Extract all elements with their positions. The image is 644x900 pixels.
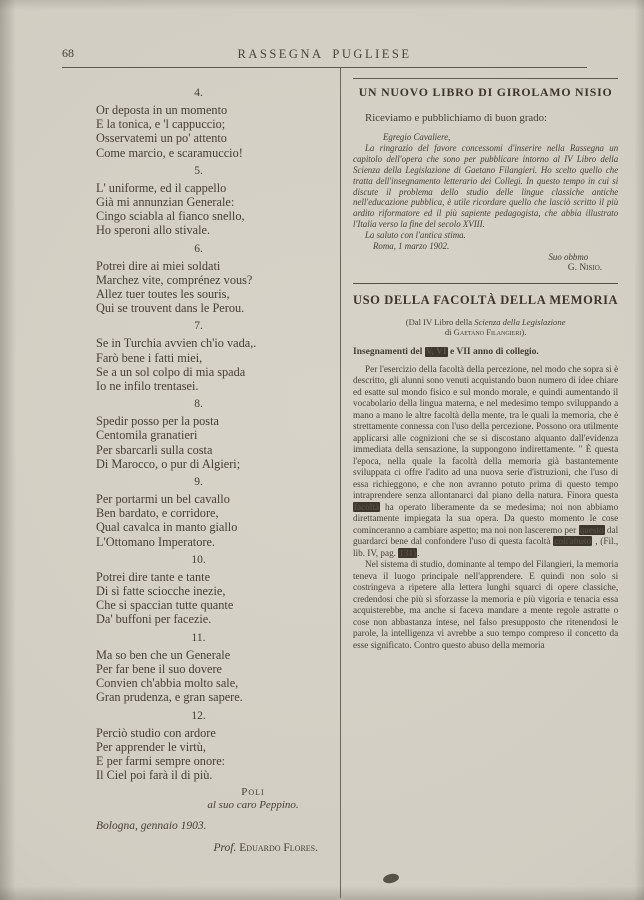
letter-closing: La saluto con l'antica stima.: [365, 230, 466, 241]
verse-line: Che si spaccian tutte quante: [96, 598, 234, 613]
verse-line: Marchez vite, comprénez vous?: [96, 272, 253, 287]
text-segment: ha operato liberamente da se medesima; noi non abbiamo direttamente impiegata la sua opera. Da questo momento le cose cominceranno a cambiare aspetto; ma noi non lasceremo per: [353, 501, 619, 535]
stanza-number: 10.: [191, 553, 206, 566]
verse-line: Ben bardato, e corridore,: [96, 506, 219, 521]
letter-salutation: Egregio Cavaliere,: [383, 132, 451, 142]
articles-column: [340, 68, 619, 898]
text-segment: 131): [399, 547, 417, 558]
page-header: [62, 0, 587, 68]
poem-dedication: [178, 786, 328, 812]
journal-title: RASSEGNA PUGLIESE: [237, 47, 412, 61]
poem-stanza: [96, 475, 332, 549]
verse-line: Di sì fatte sciocche inezie,: [96, 584, 226, 599]
poem-stanza: [96, 319, 332, 393]
article-source-line-2: [353, 327, 618, 338]
text-segment: dal guardarci bene dal confondere l'uso di questa facoltà: [353, 524, 619, 547]
article-paragraph-1: [353, 364, 618, 560]
stanza-number: 8.: [194, 398, 203, 411]
poem-signature: [96, 842, 332, 854]
stanza-number: 12.: [191, 709, 206, 722]
poem-stanza: [96, 553, 332, 627]
verse-line: Per far bene il suo dovere: [96, 661, 222, 676]
text-segment: Insegnamenti del: [353, 346, 425, 357]
verse-line: Il Ciel poi farà il di più.: [96, 768, 213, 783]
poem-stanza: [96, 397, 332, 471]
text-segment: (Dal IV Libro della: [405, 316, 475, 327]
text-segment: di: [444, 327, 454, 338]
poem-column: [62, 68, 340, 898]
verse-line: Convien ch'abbia molto sale,: [96, 676, 239, 691]
section-divider-rule: [353, 283, 618, 284]
verse-line: Spedir posso per la posta: [96, 414, 219, 429]
poem-stanza: [96, 86, 332, 160]
verse-line: Già mi annunzian Generale:: [96, 195, 235, 210]
letter-block: [353, 132, 618, 274]
stanza-number: 7.: [194, 320, 203, 333]
verse-line: Potrei dire ai miei soldati: [96, 258, 221, 273]
poem-place-date: Bologna, gennaio 1903.: [96, 820, 207, 833]
article-paragraph-2: Nel sistema di studio, dominante al tempo del Filangieri, la memoria teneva il luogo principale nell'apprendere. E quindi non solo si costringeva a ripetere alla lettera lunghi squarci di opere classiche, credendosi che più si sforzasse la memoria e più vigoria e tenacia essa acquisterebbe, ma anche si faceva mandare a mente regole astratte o cose non abbastanza intese, nel falso presupposto che ritenendosi le parole, la intelligenza vi avrebbe a suo tempo compreso il concetto da esse significato. Contro questo abuso della memoria: [353, 559, 619, 650]
verse-line: Farò bene i fatti miei,: [96, 350, 203, 365]
verse-line: Or deposta in un momento: [96, 103, 228, 117]
two-column-body: [62, 68, 619, 898]
article-section-heading: [353, 347, 618, 357]
poem-stanza: [96, 242, 332, 316]
verse-line: L' uniforme, ed il cappello: [96, 180, 227, 195]
verse-line: Se in Turchia avvien ch'io vada,.: [96, 336, 257, 351]
verse-line: Per portarmi un bel cavallo: [96, 492, 230, 507]
verse-line: Come marcio, e scaramuccio!: [96, 145, 243, 160]
page-number: 68: [62, 46, 74, 60]
verse-line: Per sbarcarli sulla costa: [96, 442, 213, 457]
letter-body: La ringrazio del favore concessomi d'inserire nella Rassegna un capitolo dell'opera che sono per pubblicare intorno al IV Libro della Scienza della Legislazione di Gaetano Filangieri. Ho scelto quello che tratta dell'insegnamento letterario dei Collegi. In questo tempo in cui si discute il problema dello studio delle lingue classiche antiche nell'educazione pubblica, è utile ricordare quello che lasciò scritto il più ardito riformatore ed il più sapiente pedagogista, che abbia illustrato l'Italia verso la fine del secolo XVIII.: [353, 142, 619, 230]
poem-dedication-name: Poli: [241, 786, 265, 799]
poem-dedication-line: al suo caro Peppino.: [207, 799, 299, 812]
verse-line: Centomila granatieri: [96, 428, 198, 443]
article-title-nisio: UN NUOVO LIBRO DI GIROLAMO NISIO: [358, 85, 613, 99]
text-segment: Scienza della Legislazione: [474, 316, 566, 327]
text-segment: Prof.: [213, 842, 240, 855]
verse-line: Da' buffoni per facezie.: [96, 612, 212, 627]
verse-line: Potrei dire tante e tante: [96, 569, 211, 584]
stanza-number: 6.: [194, 242, 203, 255]
letter-intro: Riceviamo e pubblichiamo di buon grado:: [365, 112, 548, 124]
text-segment: questo: [579, 524, 604, 535]
letter-signature-title: Suo obbmo: [548, 251, 589, 262]
stanza-number: 9.: [194, 476, 203, 489]
verse-line: Osservatemi un po' attento: [96, 131, 227, 146]
text-segment: facoltà: [354, 501, 379, 512]
verse-line: Cingo sciabla al fianco snello,: [96, 209, 245, 224]
verse-line: Ma so ben che un Generale: [96, 647, 231, 662]
letter-signature-name: G. Nisio.: [567, 262, 603, 273]
text-segment: .: [417, 547, 420, 558]
verse-line: Qui se trouvent dans le Perou.: [96, 301, 245, 316]
poem-stanzas: [96, 86, 332, 782]
text-segment: coll'abuso: [554, 536, 592, 547]
verse-line: Perciò studio con ardore: [96, 725, 216, 740]
stanza-number: 4.: [194, 87, 203, 99]
text-segment: e VII anno di collegio.: [447, 346, 539, 357]
column-top-rule: [353, 78, 618, 79]
verse-line: Di Marocco, o pur di Algieri;: [96, 456, 241, 471]
verse-line: Se a un sol colpo di mia spada: [96, 364, 246, 379]
text-segment: Per l'esercizio della facoltà della percezione, nel modo che sopra si è descritto, gli alunni sono venuti acquistando buon numero di idee chiare ed esatte sul mondo fisico e sul mondo morale, e quindi aumentando il vocabolario della lingua materna, e nel medesimo tempo sviluppando a mano a mano le altre facoltà della mente, tra le quali la memoria, che è strettamente connessa con l'uso della percezione. Possono ora utilmente applicarsi alle cognizioni che se si discostano alquanto dall'evidenza immediata della sensazione, la suppongono indirettamente. " È questa l'epoca, nella quale la facoltà della memoria già bastantemente sviluppata ci offre l'adito ad una nuova serie d'istruzioni, che l'uso di essa richieggono, e che non avranno potuto prima di questo tempo intraprendere senza allontanarci dal piano della natura. Finora questa: [353, 363, 619, 501]
text-segment: , (Fil., lib. IV, pag.: [353, 536, 619, 558]
stanza-number: 11.: [191, 631, 206, 644]
letter-dateline: Roma, 1 marzo 1902.: [373, 241, 450, 252]
poem-stanza: [96, 709, 332, 783]
article-source-line-1: [353, 317, 618, 328]
verse-line: Gran prudenza, e gran sapere.: [96, 690, 243, 705]
verse-line: Io ne infilo trentasei.: [96, 379, 199, 394]
text-segment: Eduardo Flores.: [239, 842, 318, 855]
poem-stanza: [96, 164, 332, 238]
verse-line: Ho speroni allo stivale.: [96, 223, 211, 238]
verse-line: Allez tuer toutes les souris,: [96, 287, 230, 302]
verse-line: E la tonica, e 'l cappuccio;: [96, 117, 226, 132]
article-title-memoria: USO DELLA FACOLTÀ DELLA MEMORIA: [353, 292, 619, 307]
verse-line: Qual cavalca in manto giallo: [96, 520, 238, 535]
text-segment: Gaetano Filangieri: [453, 327, 522, 338]
stanza-number: 5.: [194, 164, 203, 177]
poem-stanza: [96, 631, 332, 705]
verse-line: L'Ottomano Imperatore.: [96, 534, 215, 549]
text-segment: V, VI: [425, 346, 447, 357]
verse-line: E per farmi sempre onore:: [96, 753, 226, 768]
text-segment: ).: [521, 327, 527, 338]
verse-line: Per apprender le virtù,: [96, 739, 206, 754]
